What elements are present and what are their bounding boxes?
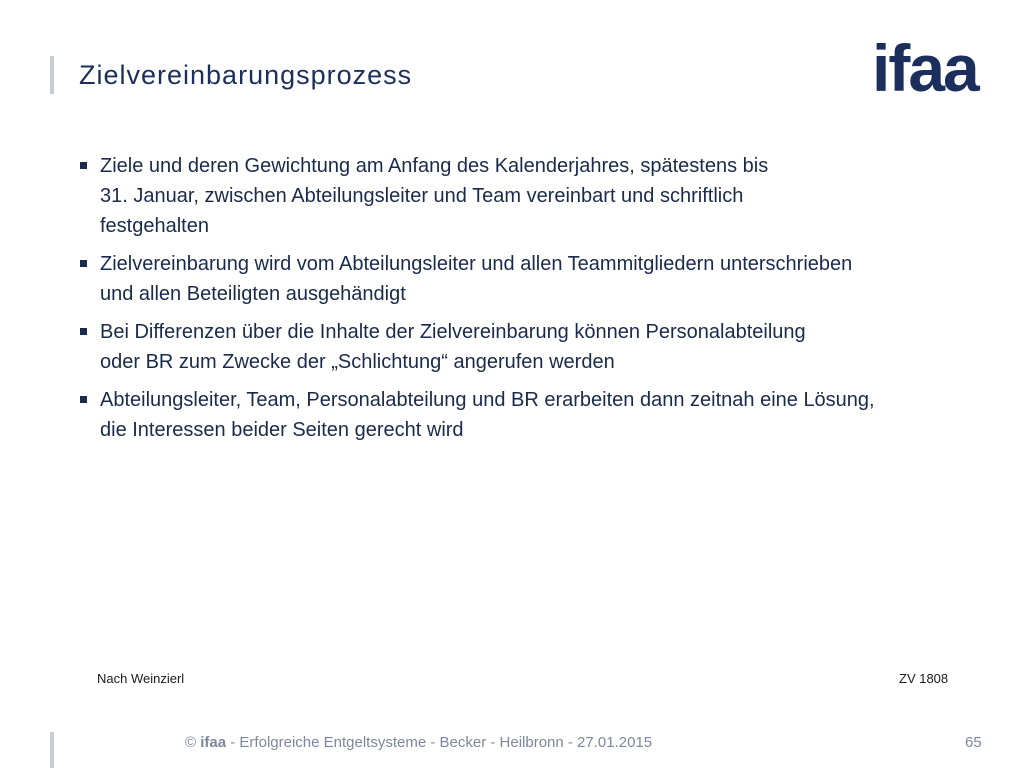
footer-accent-bar	[50, 732, 54, 768]
bullet-text-line: oder BR zum Zwecke der „Schlichtung“ angerufen werden	[100, 351, 615, 373]
ifaa-logo: ifaa	[872, 31, 978, 105]
copyright-symbol: ©	[185, 734, 197, 751]
bullet-text-line: festgehalten	[100, 215, 209, 237]
slide-title: Zielvereinbarungsprozess	[79, 60, 413, 90]
bullet-item	[78, 151, 998, 241]
bullet-text-line: Zielvereinbarung wird vom Abteilungsleiter und allen Teammitgliedern unterschrieben	[100, 253, 853, 275]
footer-description: - Erfolgreiche Entgeltsysteme - Becker - Heilbronn - 27.01.2015	[230, 734, 653, 751]
bullet-text-line: Ziele und deren Gewichtung am Anfang des Kalenderjahres, spätestens bis	[100, 155, 769, 177]
reference-code: ZV 1808	[899, 671, 949, 686]
footer-text	[185, 734, 652, 751]
bullet-text-line: und allen Beteiligten ausgehändigt	[100, 283, 406, 305]
bullet-item	[78, 317, 998, 377]
bullet-text-line: 31. Januar, zwischen Abteilungsleiter und Team vereinbart und schriftlich	[100, 185, 744, 207]
bullet-text-line: Abteilungsleiter, Team, Personalabteilung und BR erarbeiten dann zeitnah eine Lösung,	[100, 389, 875, 411]
square-bullet-icon	[80, 328, 87, 335]
square-bullet-icon	[80, 396, 87, 403]
bullet-list	[78, 151, 998, 453]
page-number: 65	[965, 734, 982, 751]
bullet-text-line: die Interessen beider Seiten gerecht wird	[100, 419, 464, 441]
square-bullet-icon	[80, 260, 87, 267]
bullet-item	[78, 385, 998, 445]
source-note: Nach Weinzierl	[97, 671, 185, 686]
bullet-text-line: Bei Differenzen über die Inhalte der Zielvereinbarung können Personalabteilung	[100, 321, 806, 343]
square-bullet-icon	[80, 162, 87, 169]
bullet-item	[78, 249, 998, 309]
title-accent-bar	[50, 56, 54, 94]
footer-brand: ifaa	[200, 734, 227, 751]
